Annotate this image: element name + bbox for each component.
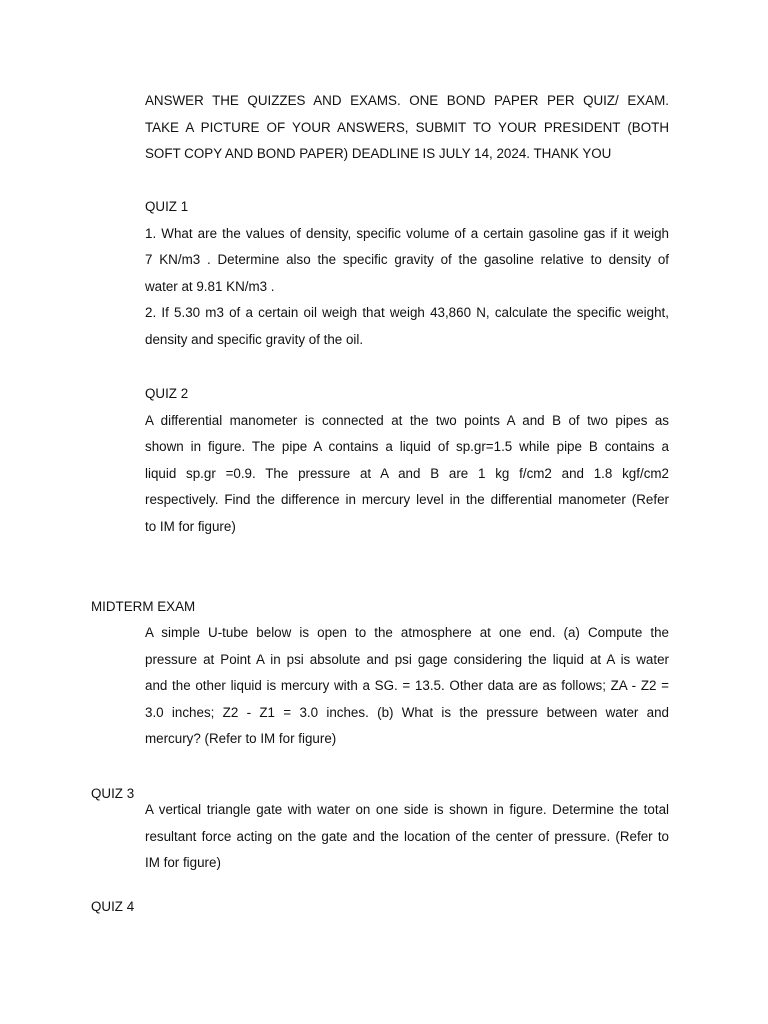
quiz3-line: resultant force acting on the gate and the location of the center of pressure. (Refer to bbox=[145, 828, 669, 844]
midterm-line: mercury? (Refer to IM for figure) bbox=[145, 731, 337, 747]
quiz1-line: 1. What are the values of density, specific volume of a certain gasoline gas if it weigh bbox=[145, 225, 669, 241]
intro-paragraph bbox=[145, 88, 669, 168]
quiz3-heading: QUIZ 3 bbox=[91, 786, 135, 801]
midterm-line: A simple U-tube below is open to the atmosphere at one end. (a) Compute the bbox=[145, 625, 669, 640]
midterm-line: and the other liquid is mercury with a SG. = 13.5. Other data are as follows; ZA - Z2 = bbox=[145, 678, 669, 694]
midterm-line: 3.0 inches; Z2 - Z1 = 3.0 inches. (b) What is the pressure between water and bbox=[145, 704, 669, 720]
quiz2-line: A differential manometer is connected at the two points A and B of two pipes as bbox=[145, 412, 669, 428]
quiz1-line: water at 9.81 KN/m3 . bbox=[145, 278, 275, 294]
intro-line: ANSWER THE QUIZZES AND EXAMS. ONE BOND PAPER PER QUIZ/ EXAM. bbox=[145, 93, 669, 108]
midterm-heading: MIDTERM EXAM bbox=[91, 599, 196, 614]
quiz3-section bbox=[145, 797, 669, 877]
quiz1-heading: QUIZ 1 bbox=[145, 199, 189, 214]
quiz2-line: respectively. Find the difference in mercury level in the differential manometer (Refer bbox=[145, 492, 669, 508]
quiz3-line: IM for figure) bbox=[145, 855, 221, 871]
quiz2-line: liquid sp.gr =0.9. The pressure at A and B are 1 kg f/cm2 and 1.8 kgf/cm2 bbox=[145, 465, 669, 481]
midterm-section bbox=[145, 620, 669, 753]
intro-line: SOFT COPY AND BOND PAPER) DEADLINE IS JULY 14, 2024. THANK YOU bbox=[145, 146, 612, 162]
midterm-line: pressure at Point A in psi absolute and psi gage considering the liquid at A is water bbox=[145, 651, 669, 667]
quiz3-line: A vertical triangle gate with water on one side is shown in figure. Determine the total bbox=[145, 802, 669, 817]
quiz2-line: shown in figure. The pipe A contains a liquid of sp.gr=1.5 while pipe B contains a bbox=[145, 439, 669, 455]
quiz1-line: density and specific gravity of the oil. bbox=[145, 331, 364, 347]
quiz1-line: 7 KN/m3 . Determine also the specific gravity of the gasoline relative to density of bbox=[145, 252, 669, 268]
quiz1-line: 2. If 5.30 m3 of a certain oil weigh that weigh 43,860 N, calculate the specific weight, bbox=[145, 305, 669, 321]
quiz2-section bbox=[145, 381, 669, 541]
intro-line: TAKE A PICTURE OF YOUR ANSWERS, SUBMIT TO YOUR PRESIDENT (BOTH bbox=[145, 119, 669, 135]
quiz1-section bbox=[145, 194, 669, 354]
quiz4-heading: QUIZ 4 bbox=[91, 899, 135, 914]
quiz2-line: to IM for figure) bbox=[145, 518, 236, 534]
quiz2-heading: QUIZ 2 bbox=[145, 386, 189, 401]
